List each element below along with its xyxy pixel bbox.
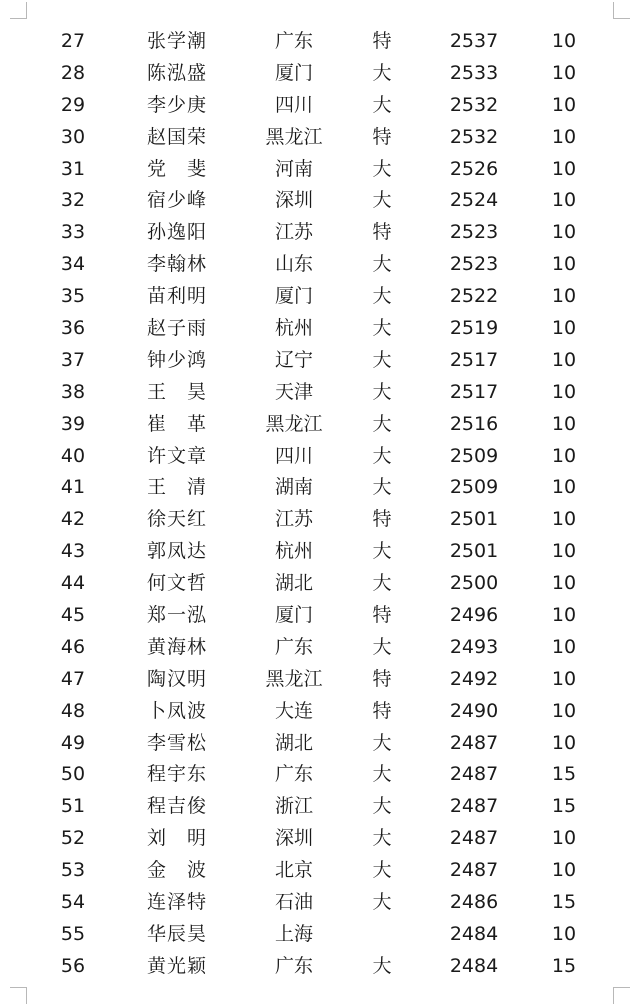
crop-mark-top-right <box>613 2 630 19</box>
region-cell: 黑龙江 <box>265 412 323 435</box>
region-cell: 山东 <box>274 253 313 276</box>
rank-cell: 53 <box>60 859 86 882</box>
rating-cell: 2487 <box>449 859 499 882</box>
player-name-cell: 赵子雨 <box>146 317 207 340</box>
table-row <box>0 313 640 345</box>
rank-cell: 41 <box>60 476 86 499</box>
rank-cell: 34 <box>60 253 86 276</box>
games-cell: 15 <box>551 763 577 786</box>
table-row <box>0 504 640 536</box>
rating-cell: 2490 <box>449 699 499 722</box>
games-cell: 10 <box>551 667 577 690</box>
rating-cell: 2537 <box>449 30 499 52</box>
region-cell: 厦门 <box>274 604 313 627</box>
rating-cell: 2493 <box>449 635 499 658</box>
games-cell: 10 <box>551 61 577 84</box>
rank-cell: 50 <box>60 763 86 786</box>
rank-cell: 29 <box>60 93 86 116</box>
rank-cell: 56 <box>60 954 86 977</box>
rating-cell: 2484 <box>449 922 499 945</box>
games-cell: 10 <box>551 572 577 595</box>
rating-cell: 2509 <box>449 476 499 499</box>
player-name-cell: 郭凤达 <box>146 540 207 563</box>
player-name-cell: 卜凤波 <box>146 699 207 722</box>
region-cell: 厦门 <box>274 61 313 84</box>
title-level-cell: 特 <box>372 508 392 531</box>
games-cell: 10 <box>551 189 577 212</box>
player-name-cell: 王 清 <box>146 476 207 499</box>
title-level-cell: 大 <box>372 285 392 308</box>
rating-cell: 2487 <box>449 827 499 850</box>
table-row <box>0 154 640 186</box>
table-row <box>0 26 640 58</box>
player-name-cell: 张学潮 <box>146 30 207 52</box>
rating-cell: 2516 <box>449 412 499 435</box>
rating-cell: 2509 <box>449 444 499 467</box>
region-cell: 广东 <box>274 30 313 52</box>
rank-cell: 27 <box>60 30 86 52</box>
table-row <box>0 759 640 791</box>
rank-cell: 32 <box>60 189 86 212</box>
rating-cell: 2523 <box>449 253 499 276</box>
rank-cell: 28 <box>60 61 86 84</box>
rank-cell: 31 <box>60 157 86 180</box>
table-row <box>0 472 640 504</box>
rating-cell: 2484 <box>449 954 499 977</box>
rating-cell: 2517 <box>449 348 499 371</box>
title-level-cell: 大 <box>372 476 392 499</box>
player-name-cell: 刘 明 <box>146 827 207 850</box>
player-name-cell: 陈泓盛 <box>146 61 207 84</box>
rank-cell: 39 <box>60 412 86 435</box>
title-level-cell: 大 <box>372 253 392 276</box>
crop-mark-top-left <box>10 2 27 19</box>
games-cell: 10 <box>551 412 577 435</box>
rank-cell: 46 <box>60 635 86 658</box>
title-level-cell: 大 <box>372 859 392 882</box>
region-cell: 辽宁 <box>274 348 313 371</box>
region-cell: 江苏 <box>274 508 313 531</box>
player-name-cell: 程宇东 <box>146 763 207 786</box>
title-level-cell: 大 <box>372 348 392 371</box>
title-level-cell: 特 <box>372 699 392 722</box>
rank-cell: 43 <box>60 540 86 563</box>
games-cell: 10 <box>551 30 577 52</box>
games-cell: 10 <box>551 635 577 658</box>
rating-cell: 2522 <box>449 285 499 308</box>
title-level-cell: 大 <box>372 412 392 435</box>
rating-cell: 2496 <box>449 604 499 627</box>
games-cell: 10 <box>551 285 577 308</box>
table-row <box>0 919 640 951</box>
region-cell: 大连 <box>274 699 313 722</box>
region-cell: 天津 <box>274 380 313 403</box>
table-row <box>0 568 640 600</box>
table-row <box>0 409 640 441</box>
player-name-cell: 何文哲 <box>146 572 207 595</box>
rating-cell: 2492 <box>449 667 499 690</box>
table-row <box>0 696 640 728</box>
title-level-cell: 大 <box>372 157 392 180</box>
games-cell: 10 <box>551 731 577 754</box>
table-row <box>0 951 640 983</box>
player-name-cell: 郑一泓 <box>146 604 207 627</box>
table-row <box>0 185 640 217</box>
title-level-cell: 大 <box>372 93 392 116</box>
player-name-cell: 徐天红 <box>146 508 207 531</box>
rating-cell: 2500 <box>449 572 499 595</box>
table-row <box>0 217 640 249</box>
player-name-cell: 许文章 <box>146 444 207 467</box>
games-cell: 10 <box>551 540 577 563</box>
games-cell: 10 <box>551 859 577 882</box>
rating-cell: 2487 <box>449 763 499 786</box>
table-row <box>0 855 640 887</box>
player-name-cell: 孙逸阳 <box>146 221 207 244</box>
region-cell: 杭州 <box>274 317 313 340</box>
games-cell: 10 <box>551 93 577 116</box>
games-cell: 15 <box>551 795 577 818</box>
region-cell: 湖北 <box>274 572 313 595</box>
games-cell: 15 <box>551 891 577 914</box>
table-row <box>0 90 640 122</box>
title-level-cell: 特 <box>372 221 392 244</box>
region-cell: 广东 <box>274 954 313 977</box>
region-cell: 黑龙江 <box>265 667 323 690</box>
games-cell: 15 <box>551 954 577 977</box>
rank-cell: 54 <box>60 891 86 914</box>
rank-cell: 45 <box>60 604 86 627</box>
rating-cell: 2486 <box>449 891 499 914</box>
games-cell: 10 <box>551 476 577 499</box>
rank-cell: 52 <box>60 827 86 850</box>
region-cell: 浙江 <box>274 795 313 818</box>
games-cell: 10 <box>551 604 577 627</box>
title-level-cell: 大 <box>372 61 392 84</box>
rating-cell: 2501 <box>449 508 499 531</box>
games-cell: 10 <box>551 125 577 148</box>
region-cell: 深圳 <box>274 189 313 212</box>
table-row <box>0 600 640 632</box>
region-cell: 四川 <box>274 93 313 116</box>
region-cell: 深圳 <box>274 827 313 850</box>
region-cell: 湖北 <box>274 731 313 754</box>
title-level-cell: 大 <box>372 891 392 914</box>
region-cell: 黑龙江 <box>265 125 323 148</box>
region-cell: 上海 <box>274 922 313 945</box>
player-name-cell: 赵国荣 <box>146 125 207 148</box>
title-level-cell: 大 <box>372 731 392 754</box>
rank-cell: 33 <box>60 221 86 244</box>
ranking-table <box>0 26 640 983</box>
rank-cell: 44 <box>60 572 86 595</box>
rank-cell: 36 <box>60 317 86 340</box>
player-name-cell: 黄海林 <box>146 635 207 658</box>
rating-cell: 2487 <box>449 795 499 818</box>
region-cell: 杭州 <box>274 540 313 563</box>
player-name-cell: 苗利明 <box>146 285 207 308</box>
title-level-cell: 大 <box>372 444 392 467</box>
rating-cell: 2524 <box>449 189 499 212</box>
player-name-cell: 程吉俊 <box>146 795 207 818</box>
crop-mark-bottom-left <box>10 987 27 1004</box>
title-level-cell: 特 <box>372 30 392 52</box>
title-level-cell: 特 <box>372 604 392 627</box>
player-name-cell: 华辰昊 <box>146 922 207 945</box>
rating-cell: 2533 <box>449 61 499 84</box>
title-level-cell: 特 <box>372 125 392 148</box>
games-cell: 10 <box>551 317 577 340</box>
table-row <box>0 58 640 90</box>
games-cell: 10 <box>551 922 577 945</box>
player-name-cell: 陶汉明 <box>146 667 207 690</box>
rating-cell: 2532 <box>449 93 499 116</box>
player-name-cell: 黄光颖 <box>146 954 207 977</box>
region-cell: 湖南 <box>274 476 313 499</box>
games-cell: 10 <box>551 444 577 467</box>
table-row <box>0 122 640 154</box>
title-level-cell: 大 <box>372 763 392 786</box>
rank-cell: 49 <box>60 731 86 754</box>
title-level-cell: 大 <box>372 189 392 212</box>
region-cell: 河南 <box>274 157 313 180</box>
rating-cell: 2526 <box>449 157 499 180</box>
title-level-cell <box>362 919 402 951</box>
crop-mark-bottom-right <box>613 987 630 1004</box>
table-row <box>0 536 640 568</box>
rank-cell: 42 <box>60 508 86 531</box>
region-cell: 广东 <box>274 635 313 658</box>
player-name-cell: 李雪松 <box>146 731 207 754</box>
rank-cell: 55 <box>60 922 86 945</box>
rank-cell: 47 <box>60 667 86 690</box>
title-level-cell: 特 <box>372 667 392 690</box>
title-level-cell: 大 <box>372 317 392 340</box>
rating-cell: 2501 <box>449 540 499 563</box>
title-level-cell: 大 <box>372 795 392 818</box>
table-row <box>0 823 640 855</box>
table-row <box>0 281 640 313</box>
player-name-cell: 党 斐 <box>146 157 207 180</box>
region-cell: 北京 <box>274 859 313 882</box>
title-level-cell: 大 <box>372 827 392 850</box>
games-cell: 10 <box>551 157 577 180</box>
rating-cell: 2517 <box>449 380 499 403</box>
region-cell: 广东 <box>274 763 313 786</box>
player-name-cell: 宿少峰 <box>146 189 207 212</box>
games-cell: 10 <box>551 699 577 722</box>
rating-cell: 2519 <box>449 317 499 340</box>
table-row <box>0 791 640 823</box>
rank-cell: 30 <box>60 125 86 148</box>
rank-cell: 48 <box>60 699 86 722</box>
title-level-cell: 大 <box>372 572 392 595</box>
rating-cell: 2487 <box>449 731 499 754</box>
player-name-cell: 连泽特 <box>146 891 207 914</box>
player-name-cell: 崔 革 <box>146 412 207 435</box>
player-name-cell: 李翰林 <box>146 253 207 276</box>
region-cell: 四川 <box>274 444 313 467</box>
table-row <box>0 887 640 919</box>
player-name-cell: 王 昊 <box>146 380 207 403</box>
rank-cell: 40 <box>60 444 86 467</box>
table-row <box>0 377 640 409</box>
region-cell: 厦门 <box>274 285 313 308</box>
region-cell: 石油 <box>274 891 313 914</box>
player-name-cell: 李少庚 <box>146 93 207 116</box>
title-level-cell: 大 <box>372 954 392 977</box>
rating-cell: 2523 <box>449 221 499 244</box>
games-cell: 10 <box>551 348 577 371</box>
title-level-cell: 大 <box>372 540 392 563</box>
table-row <box>0 249 640 281</box>
games-cell: 10 <box>551 380 577 403</box>
title-level-cell: 大 <box>372 635 392 658</box>
table-row <box>0 664 640 696</box>
games-cell: 10 <box>551 508 577 531</box>
games-cell: 10 <box>551 221 577 244</box>
region-cell: 江苏 <box>274 221 313 244</box>
player-name-cell: 金 波 <box>146 859 207 882</box>
games-cell: 10 <box>551 827 577 850</box>
rating-cell: 2532 <box>449 125 499 148</box>
table-row <box>0 632 640 664</box>
rank-cell: 35 <box>60 285 86 308</box>
table-row <box>0 441 640 473</box>
table-row <box>0 345 640 377</box>
rank-cell: 37 <box>60 348 86 371</box>
games-cell: 10 <box>551 253 577 276</box>
table-row <box>0 728 640 760</box>
rank-cell: 51 <box>60 795 86 818</box>
player-name-cell: 钟少鸿 <box>146 348 207 371</box>
rank-cell: 38 <box>60 380 86 403</box>
title-level-cell: 大 <box>372 380 392 403</box>
